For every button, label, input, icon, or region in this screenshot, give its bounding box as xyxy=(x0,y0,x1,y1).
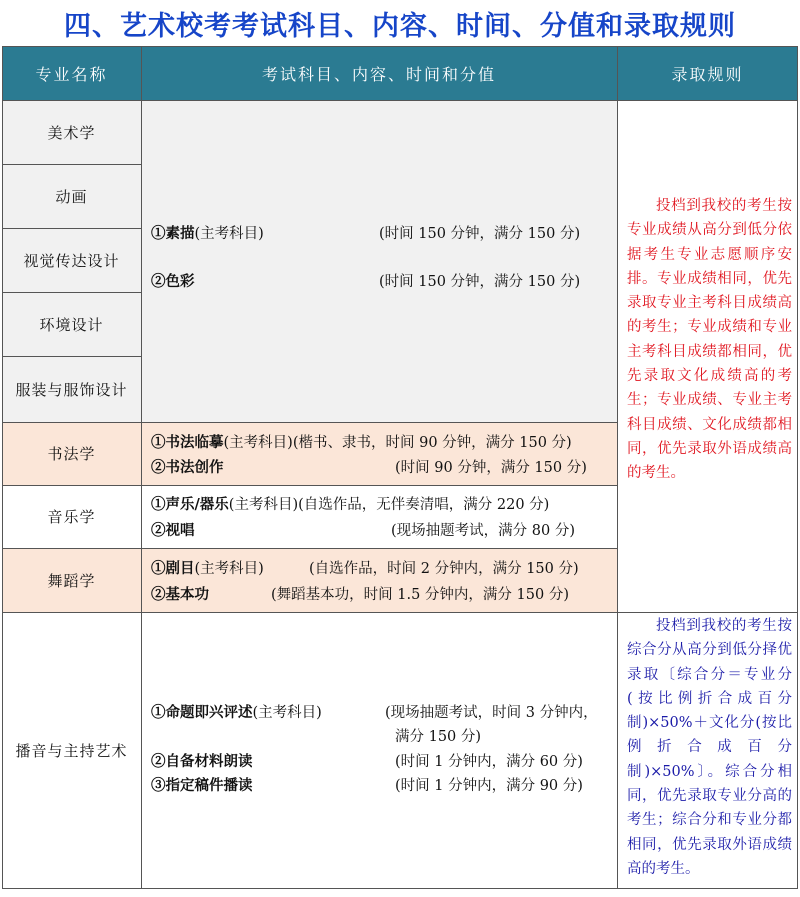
subject-detail: (自选作品，无伴奏清唱，满分 220 分) xyxy=(298,497,550,513)
subject-detail: (时间 1 分钟内，满分 90 分) xyxy=(395,778,583,794)
group4-subjects xyxy=(141,548,617,612)
subject-note: (主考科目) xyxy=(223,435,293,451)
border-col1 xyxy=(141,46,142,889)
border-r3 xyxy=(2,292,141,293)
border-outer-right xyxy=(797,46,798,889)
border-r2 xyxy=(2,228,141,229)
subject-note: (主考科目) xyxy=(194,226,264,242)
rule-cell-broadcast xyxy=(617,612,798,889)
border-outer-left xyxy=(2,46,3,889)
border-g1 xyxy=(2,422,617,423)
subject-detail: (楷书、隶书，时间 90 分钟，满分 150 分) xyxy=(292,435,572,451)
subject-note: (主考科目) xyxy=(228,497,299,513)
header-major: 专业名称 xyxy=(2,46,141,100)
group2-subjects xyxy=(141,422,617,485)
group5-subjects xyxy=(141,612,617,889)
border-r1 xyxy=(2,164,141,165)
rule-cell-art xyxy=(617,100,798,612)
subject-name: ①剧目 xyxy=(151,560,195,577)
page-title: 四、艺术校考考试科目、内容、时间、分值和录取规则 xyxy=(64,11,736,42)
subject-detail: (自选作品，时间 2 分钟内，满分 150 分) xyxy=(309,561,579,577)
subject-detail: (时间 1 分钟内，满分 60 分) xyxy=(395,754,583,770)
border-outer-top xyxy=(2,46,798,47)
major-visual-design: 视觉传达设计 xyxy=(2,228,141,292)
subject-name: ②基本功 xyxy=(151,586,209,603)
border-g3 xyxy=(2,548,617,549)
border-header xyxy=(2,100,798,101)
subject-name: ①声乐/器乐 xyxy=(151,496,229,513)
border-g2 xyxy=(2,485,617,486)
major-dance: 舞蹈学 xyxy=(2,548,141,612)
subject-name: ①命题即兴评述 xyxy=(151,704,253,721)
group1-subjects xyxy=(141,100,617,422)
subject-note: (主考科目) xyxy=(194,561,264,577)
major-fashion-design: 服装与服饰设计 xyxy=(2,356,141,422)
subject-detail: (舞蹈基本功，时间 1.5 分钟内，满分 150 分) xyxy=(271,587,569,603)
major-environment-design: 环境设计 xyxy=(2,292,141,356)
major-animation: 动画 xyxy=(2,164,141,228)
major-fine-art: 美术学 xyxy=(2,100,141,164)
border-g4 xyxy=(2,612,798,613)
subject-name: ②视唱 xyxy=(151,522,195,539)
admission-table xyxy=(2,46,798,889)
header-rules: 录取规则 xyxy=(617,46,798,100)
subject-name: ②色彩 xyxy=(151,273,195,290)
header-subjects: 考试科目、内容、时间和分值 xyxy=(141,46,617,100)
subject-detail: (时间 150 分钟，满分 150 分) xyxy=(379,274,581,290)
subject-name: ②自备材料朗读 xyxy=(151,753,253,770)
subject-detail: (时间 150 分钟，满分 150 分) xyxy=(379,226,581,242)
rule-text-art: 投档到我校的考生按专业成绩从高分到低分依据考生专业志愿顺序安排。专业成绩相同，优先录取专业主考科目成绩高的考生；专业成绩和专业主考科目成绩都相同，优先录取文化成绩高的考生；专业成绩、专业主考科目成绩、文化成绩都相同，优先录取外语成绩高的考生。 xyxy=(627,198,792,482)
major-broadcasting: 播音与主持艺术 xyxy=(2,612,141,889)
subject-name: ①书法临摹 xyxy=(151,434,224,451)
major-calligraphy: 书法学 xyxy=(2,422,141,485)
major-music: 音乐学 xyxy=(2,485,141,548)
group3-subjects xyxy=(141,485,617,548)
subject-detail: (时间 90 分钟，满分 150 分) xyxy=(395,460,587,476)
subject-detail: (现场抽题考试，满分 80 分) xyxy=(391,523,575,539)
subject-name: ②书法创作 xyxy=(151,459,224,476)
border-col2 xyxy=(617,46,618,889)
border-outer-bottom xyxy=(2,888,798,889)
subject-name: ①素描 xyxy=(151,225,195,242)
subject-name: ③指定稿件播读 xyxy=(151,777,253,794)
subject-detail: (现场抽题考试，时间 3 分钟内， xyxy=(385,705,598,721)
rule-text-broadcast: 投档到我校的考生按综合分从高分到低分择优录取〔综合分＝专业分(按比例折合成百分制)×50%＋文化分(按比例折合成百分制)×50%〕。综合分相同，优先录取专业分高的考生；综合分和专业分都相同，优先录取外语成绩高的考生。 xyxy=(627,618,792,877)
subject-detail-cont: 满分 150 分) xyxy=(395,729,482,745)
subject-note: (主考科目) xyxy=(252,705,322,721)
border-r4 xyxy=(2,356,141,357)
